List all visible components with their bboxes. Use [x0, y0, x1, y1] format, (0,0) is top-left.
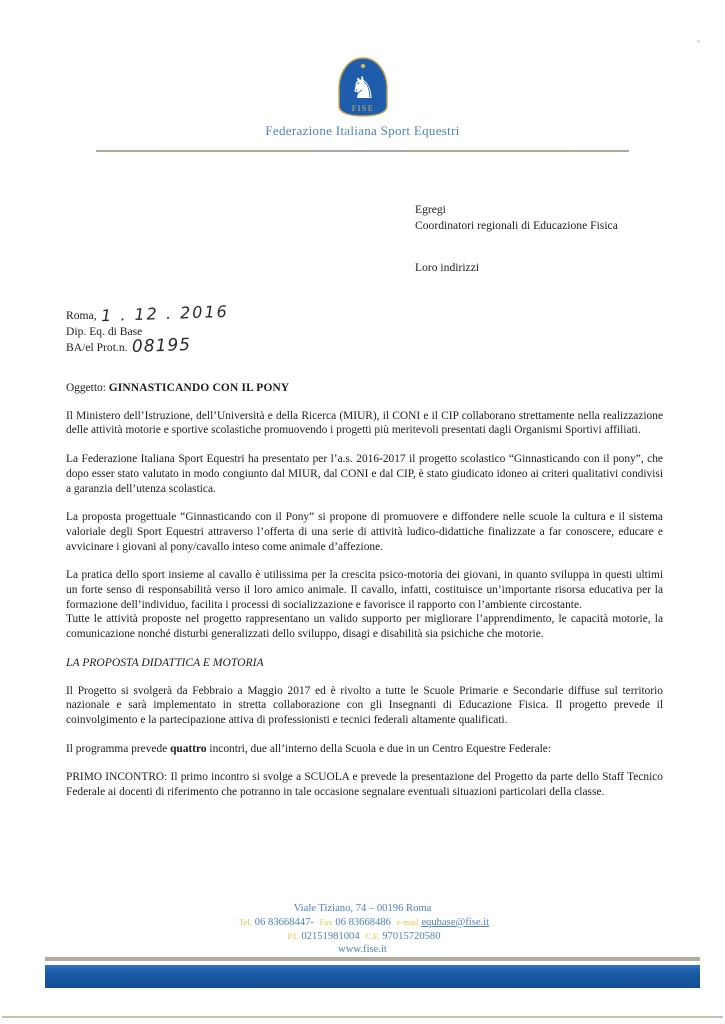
- scan-artifact: [697, 40, 700, 43]
- paragraph-6-bold: quattro: [170, 742, 207, 755]
- paragraph-6-after: incontri, due all’interno della Scuola e due in un Centro Equestre Federale:: [206, 742, 552, 755]
- subject-line: [66, 381, 663, 396]
- paragraph-4a: La pratica dello sport insieme al cavallo è utilissima per la crescita psico-motoria dei giovani, in quanto sviluppa in questi ultimi un forte senso di responsabilità verso il loro amico animale. Il cavallo, infatti, costituisce un’importante risorsa educativa per la formazione dell’individuo, facilita i processi di socializzazione e favorisce il rapporto con l’ambiente circostante.: [66, 569, 663, 611]
- phone-number: 06 83668447-: [254, 916, 314, 928]
- city-label: Roma,: [66, 309, 97, 322]
- protocol-label: BA/el Prot.n.: [66, 341, 128, 354]
- footer-fiscal-line: [0, 930, 725, 944]
- date-line: [66, 301, 229, 326]
- organization-name: Federazione Italiana Sport Equestri: [265, 123, 460, 138]
- paragraph-2: La Federazione Italiana Sport Equestri ha presentato per l’a.s. 2016-2017 il progetto scolastico “Ginnasticando con il pony”, che dopo esser stato valutato in modo congiunto dal MIUR, dal CONI e dal CIP, è stato giudicato idoneo ai criteri qualitativi condivisi a garanzia dell’utenza scolastica.: [66, 453, 663, 495]
- recipient-addresses: Loro indirizzi: [415, 261, 480, 274]
- fiscal-code-number: 97015720580: [382, 930, 441, 942]
- fise-shield-icon: [334, 56, 392, 120]
- horse-icon: ♞: [349, 72, 377, 105]
- handwritten-protocol-number: 08195: [131, 334, 191, 358]
- fise-logo: [334, 56, 392, 120]
- protocol-line: [66, 334, 228, 358]
- paragraph-4b: Tutte le attività proposte nel progetto rappresentano un valido supporto per migliorare l’apprendimento, le capacità motorie, la comunicazione nonché disturbi generalizzati dello sviluppo, disagi e disabilità sia psichiche che motorie.: [66, 613, 663, 641]
- footer-address: Viale Tiziano, 74 – 00196 Roma: [293, 903, 432, 914]
- footer-block: [0, 902, 725, 957]
- reference-block: [66, 301, 229, 358]
- paragraph-6-before: Il programma prevede: [66, 742, 171, 755]
- footer-blue-bar: [45, 965, 700, 988]
- vat-label: P.I.: [287, 930, 299, 941]
- header-divider: [96, 150, 629, 152]
- subject-title: GINNASTICANDO CON IL PONY: [108, 382, 290, 394]
- subject-label: Oggetto:: [66, 382, 106, 394]
- page-bottom-line: [2, 1016, 723, 1018]
- vat-number: 02151981004: [301, 930, 360, 942]
- fax-label: Fax: [319, 916, 333, 927]
- recipient-salutation: Egregi: [415, 203, 446, 216]
- fiscal-code-label: C.F.: [365, 930, 380, 941]
- crest-mark-icon: [361, 64, 365, 68]
- footer-gray-bar: [45, 957, 700, 961]
- paragraph-5: Il Progetto si svolgerà da Febbraio a Maggio 2017 ed è rivolto a tutte le Scuole Primarie e Secondarie diffuse sul territorio nazionale e sarà implementato in stretta collaborazione con gli Insegnanti di Educazione Fisica. Il progetto prevede il coinvolgimento e la partecipazione attiva di professionisti e tecnici federali altamente qualificati.: [66, 684, 663, 726]
- paragraph-3: La proposta progettuale “Ginnasticando con il Pony” si propone di promuovere e diffondere nelle scuole la cultura e il sistema valoriale degli Sport Equestri attraverso l’offerta di una serie di attività ludico-didattiche finalizzate a far conoscere, educare e avvicinare i giovani al pony/cavallo inteso come animale d’affezione.: [66, 511, 663, 553]
- fax-number: 06 83668486: [335, 916, 391, 928]
- department-line: Dip. Eq. di Base: [66, 324, 143, 338]
- recipient-name: Coordinatori regionali di Educazione Fisica: [415, 218, 618, 232]
- section-heading: LA PROPOSTA DIDATTICA E MOTORIA: [66, 655, 264, 669]
- footer-contacts-line: [0, 916, 725, 930]
- email-label: e-mail: [396, 916, 419, 927]
- paragraph-7: PRIMO INCONTRO: Il primo incontro si svolge a SCUOLA e prevede la presentazione del Progetto da parte dello Staff Tecnico Federale ai docenti di riferimento che potranno in tale occasione segnalare eventuali situazioni particolari della classe.: [66, 771, 663, 799]
- phone-label: Tel.: [238, 916, 252, 927]
- handwritten-date: 1 . 12 . 2016: [100, 301, 229, 326]
- letter-body: [66, 381, 663, 814]
- paragraph-6: [66, 742, 663, 757]
- footer-website: www.fise.it: [338, 944, 387, 956]
- fise-logo-text: FISE: [351, 104, 375, 113]
- paragraph-1: Il Ministero dell’Istruzione, dell’Università e della Ricerca (MIUR), il CONI e il CIP collaborano strettamente nella realizzazione delle attività motorie e sportive scolastiche promuovendo i progetti più meritevoli presentati dagli Organismi Sportivi affiliati.: [66, 409, 663, 437]
- email-link[interactable]: equbase@fise.it: [421, 916, 490, 928]
- recipient-block: [415, 202, 618, 233]
